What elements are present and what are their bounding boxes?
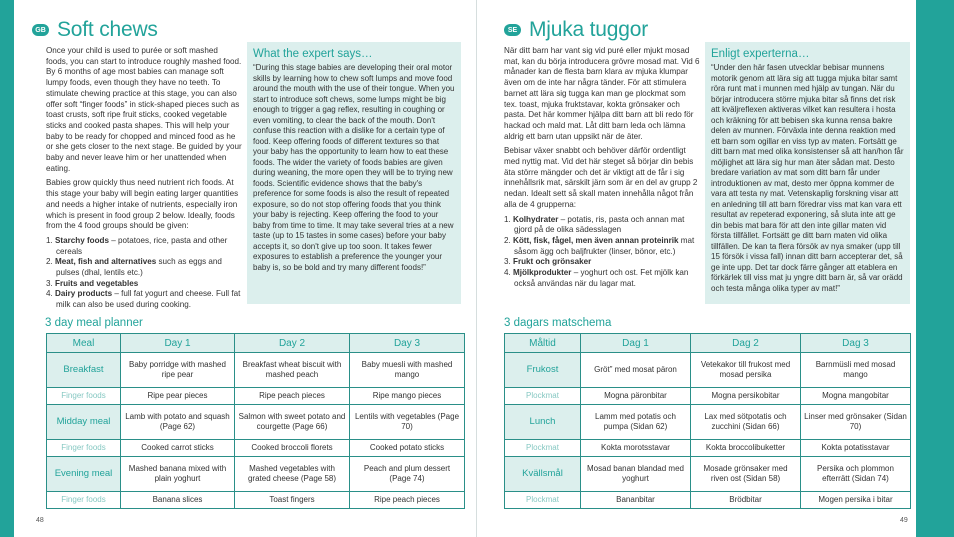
- list-item: 4. Mjölkprodukter – yoghurt och ost. Fet mjölk kan också användas när du lagar mat.: [504, 268, 689, 288]
- expert-title: What the expert says…: [253, 48, 373, 60]
- list-item: 4. Dairy products – full fat yogurt and cheese. Full fat milk can also be used during cooking.: [46, 289, 241, 310]
- table-cell: Kokta broccolibuketter: [691, 440, 801, 457]
- body-paragraph: Once your child is used to purée or soft mashed foods, you can start to introduce roughly mashed food. By 6 months of age most babies can manage soft lumpy foods, even though they have no teeth. To stimulate chewing practice at this stage, you can also offer soft “finger foods” in stick-shaped pieces such as toast crusts, soft ripe fruit sticks, cooked vegetable sticks and cooked pasta shapes. This will help your baby to be ready for chopped and minced food as he or she gets closer to the next stage. Be guided by your baby and never leave him or her unattended when eating.: [46, 46, 242, 173]
- row-label: Finger foods: [47, 440, 121, 457]
- row-label: Plockmat: [505, 440, 581, 457]
- table-row: [47, 440, 465, 457]
- table-cell: Mogna persikobitar: [691, 388, 801, 405]
- expert-quote: “During this stage babies are developing their oral motor skills by learning how to chew soft lumps and move food around the mouth with the use of their tongue. When you start to introduce soft chews, some lumps might be big enough to trigger a gag reflex, resulting in coughing or even vomiting, to clear the back of the mouth. Don't confuse this reaction with a dislike for a certain type of food. Keep offering foods of different textures so that your baby has the opportunity to learn how to eat these foods. The wider the variety of foods babies are given during weaning, the more open they will be to trying new foods. Scientific evidence shows that the baby's preference for some foods is also the result of repeated exposure, so do not stop offering foods that you think your baby is rejecting. Keep offering the food to your baby from time to time. It may take several tries at a new taste (up to 15 tastes in some cases) before your baby accepts it, so don't give up too soon. It takes fewer exposures to establish a preference the younger your baby is, so be bold and try many different foods!”: [253, 63, 455, 272]
- table-cell: Mosad banan blandad med yoghurt: [581, 457, 691, 492]
- left-page: [14, 0, 468, 537]
- table-cell: Mosade grönsaker med riven ost (Sidan 58): [691, 457, 801, 492]
- expert-box: [705, 42, 910, 304]
- table-cell: Kokta potatisstavar: [801, 440, 911, 457]
- page-title: Soft chews: [57, 18, 158, 41]
- list-item: 1. Kolhydrater – potatis, ris, pasta och annan mat gjord på de olika sädesslagen: [504, 214, 685, 235]
- column-header-day: Day 3: [350, 334, 465, 353]
- table-cell: Lamm med potatis och pumpa (Sidan 62): [581, 405, 691, 440]
- row-label: Frukost: [505, 353, 581, 388]
- list-item: 2. Meat, fish and alternatives such as eggs and pulses (dhal, lentils etc.): [46, 257, 222, 278]
- row-label: Plockmat: [505, 388, 581, 405]
- row-label: Midday meal: [47, 405, 121, 440]
- table-row: [47, 457, 465, 492]
- row-label: Finger foods: [47, 388, 121, 405]
- table-cell: Banana slices: [121, 492, 235, 509]
- column-header-day: Day 1: [121, 334, 235, 353]
- table-cell: Mogna mangobitar: [801, 388, 911, 405]
- table-cell: Lax med sötpotatis och zucchini (Sidan 66): [691, 405, 801, 440]
- table-cell: Lamb with potato and squash (Page 62): [121, 405, 235, 440]
- left-title-row: [32, 18, 158, 42]
- table-cell: Lentils with vegetables (Page 70): [350, 405, 465, 440]
- table-cell: Baby muesli with mashed mango: [350, 353, 465, 388]
- right-body-text: [504, 46, 700, 289]
- column-header-meal: Måltid: [505, 334, 581, 353]
- language-badge-se: SE: [504, 24, 521, 36]
- table-row: [505, 388, 911, 405]
- food-groups-list: [46, 236, 242, 311]
- table-cell: Cooked potato sticks: [350, 440, 465, 457]
- row-label: Lunch: [505, 405, 581, 440]
- meal-planner-table: [504, 333, 911, 509]
- column-header-meal: Meal: [47, 334, 121, 353]
- list-item: 3. Frukt och grönsaker: [504, 257, 592, 267]
- list-item: 3. Fruits and vegetables: [46, 278, 139, 288]
- table-cell: Ripe peach pieces: [235, 388, 350, 405]
- right-edge-band: [916, 0, 954, 537]
- table-cell: Persika och plommon efterrätt (Sidan 74): [801, 457, 911, 492]
- language-badge-gb: GB: [32, 24, 49, 36]
- expert-quote: “Under den här fasen utvecklar bebisar munnens motorik genom att lära sig att tugga mjuka bitar samt röra runt mat i munnen med hjälp av tungan. När du börjar introducera större mjuka bitar så finns det risk att kväljreflexen aktiveras vilket kan resultera i hosta och kräkning för att bebisen ska kunna rensa bakre delen av munnen. Förväxla inte denna reaktion med ett barn som ogillar en viss typ av maten. Fortsätt ge ditt barn mat med olika konsistenser så att han/hon får möjlighet att lära sig hur man äter sådan mat. Desto bredare variation av mat som ditt barn får under introduktionen av mat, desto mer öppna kommer de vara att testa ny mat. Vetenskaplig forskning visar att en anledning till att barn föredrar viss mat kan vara ett resultat av repeterad exponering, så sluta inte att ge din bebis mat bara för att den inte gillar maten vid första tillfället. Fortsätt ge ditt barn maten vid olika tillfällen. De kan ta flera försök av nya smaker (upp till 15 försök i vissa fall) innan ditt barn accepterar det, så ge inte upp. Det tar dock färre gånger att etablera en förkärlek till viss mat ju yngre ditt barn är, så var orädd och testa många olika typer av mat!”: [711, 63, 904, 293]
- table-cell: Baby porridge with mashed ripe pear: [121, 353, 235, 388]
- body-paragraph: När ditt barn har vant sig vid puré eller mjukt mosad mat, kan du börja introducera grövre mosad mat. Vid 6 månader kan de flesta barn klara av mjuka klumpar även om de inte har några tänder. För att stimulera barnet att lära sig tugga kan man ge plockmat som tex. toast, mjuka fruktstavar, kokta grönsaker och pasta. Det här kommer hjälpa ditt barn att bli redo för hackad och mald mat. Låt ditt barn leda och lämna aldrig ett barn utan uppsikt när de äter.: [504, 46, 700, 141]
- table-cell: Gröt” med mosat päron: [581, 353, 691, 388]
- food-groups-list: [504, 215, 700, 290]
- table-cell: Ripe pear pieces: [121, 388, 235, 405]
- right-title-row: [504, 18, 648, 42]
- table-cell: Ripe peach pieces: [350, 492, 465, 509]
- left-body-text: [46, 46, 242, 311]
- table-cell: Mashed banana mixed with plain yoghurt: [121, 457, 235, 492]
- table-row: [505, 457, 911, 492]
- table-cell: Barnmüsli med mosad mango: [801, 353, 911, 388]
- table-cell: Breakfast wheat biscuit with mashed peach: [235, 353, 350, 388]
- right-page: [490, 0, 916, 537]
- left-edge-band: [0, 0, 14, 537]
- row-label: Breakfast: [47, 353, 121, 388]
- table-header-row: [47, 334, 465, 353]
- page-number: 48: [36, 517, 44, 524]
- table-cell: Mogna päronbitar: [581, 388, 691, 405]
- row-label: Kvällsmål: [505, 457, 581, 492]
- table-cell: Bananbitar: [581, 492, 691, 509]
- expert-title: Enligt experterna…: [711, 48, 810, 60]
- table-cell: Peach and plum dessert (Page 74): [350, 457, 465, 492]
- body-paragraph: Babies grow quickly thus need nutrient rich foods. At this stage your baby will begin eating larger quantities and needs a higher intake of nutrients, especially iron which is present in food group 2 below. Ideally, foods from the 4 food groups should be given:: [46, 178, 239, 231]
- table-cell: Salmon with sweet potato and courgette (Page 66): [235, 405, 350, 440]
- meal-planner-heading: 3 dagars matschema: [504, 317, 612, 329]
- meal-planner-heading: 3 day meal planner: [45, 317, 143, 329]
- expert-box: [247, 42, 461, 304]
- table-cell: Toast fingers: [235, 492, 350, 509]
- table-cell: Mogen persika i bitar: [801, 492, 911, 509]
- table-row: [47, 405, 465, 440]
- table-row: [47, 492, 465, 509]
- column-header-day: Dag 1: [581, 334, 691, 353]
- table-cell: Brödbitar: [691, 492, 801, 509]
- column-header-day: Dag 3: [801, 334, 911, 353]
- table-cell: Cooked broccoli florets: [235, 440, 350, 457]
- page-number: 49: [900, 517, 908, 524]
- table-row: [505, 405, 911, 440]
- page-gutter: [476, 0, 477, 537]
- table-row: [47, 388, 465, 405]
- table-cell: Linser med grönsaker (Sidan 70): [801, 405, 911, 440]
- row-label: Finger foods: [47, 492, 121, 509]
- table-cell: Cooked carrot sticks: [121, 440, 235, 457]
- table-row: [505, 440, 911, 457]
- column-header-day: Day 2: [235, 334, 350, 353]
- table-cell: Kokta morotsstavar: [581, 440, 691, 457]
- table-row: [47, 353, 465, 388]
- list-item: 1. Starchy foods – potatoes, rice, pasta and other cereals: [46, 235, 228, 256]
- page-title: Mjuka tuggor: [529, 18, 648, 41]
- row-label: Evening meal: [47, 457, 121, 492]
- table-row: [505, 353, 911, 388]
- list-item: 2. Kött, fisk, fågel, men även annan proteinrik mat såsom ägg och baljfrukter (linser, bönor, etc.): [504, 235, 695, 256]
- table-cell: Vetekakor till frukost med mosad persika: [691, 353, 801, 388]
- column-header-day: Dag 2: [691, 334, 801, 353]
- row-label: Plockmat: [505, 492, 581, 509]
- table-header-row: [505, 334, 911, 353]
- body-paragraph: Bebisar växer snabbt och behöver därför ordentligt med nyttig mat. Vid det här steget så börjar din bebis äta större mängder och det är viktigt att de får i sig innehållsrik mat, särskilt järn som är en del av grupp 2 nedan. Idealt sett så skall maten innehålla något från alla de 4 grupperna:: [504, 146, 698, 209]
- meal-planner-table: [46, 333, 465, 509]
- table-cell: Mashed vegetables with grated cheese (Page 58): [235, 457, 350, 492]
- table-cell: Ripe mango pieces: [350, 388, 465, 405]
- table-row: [505, 492, 911, 509]
